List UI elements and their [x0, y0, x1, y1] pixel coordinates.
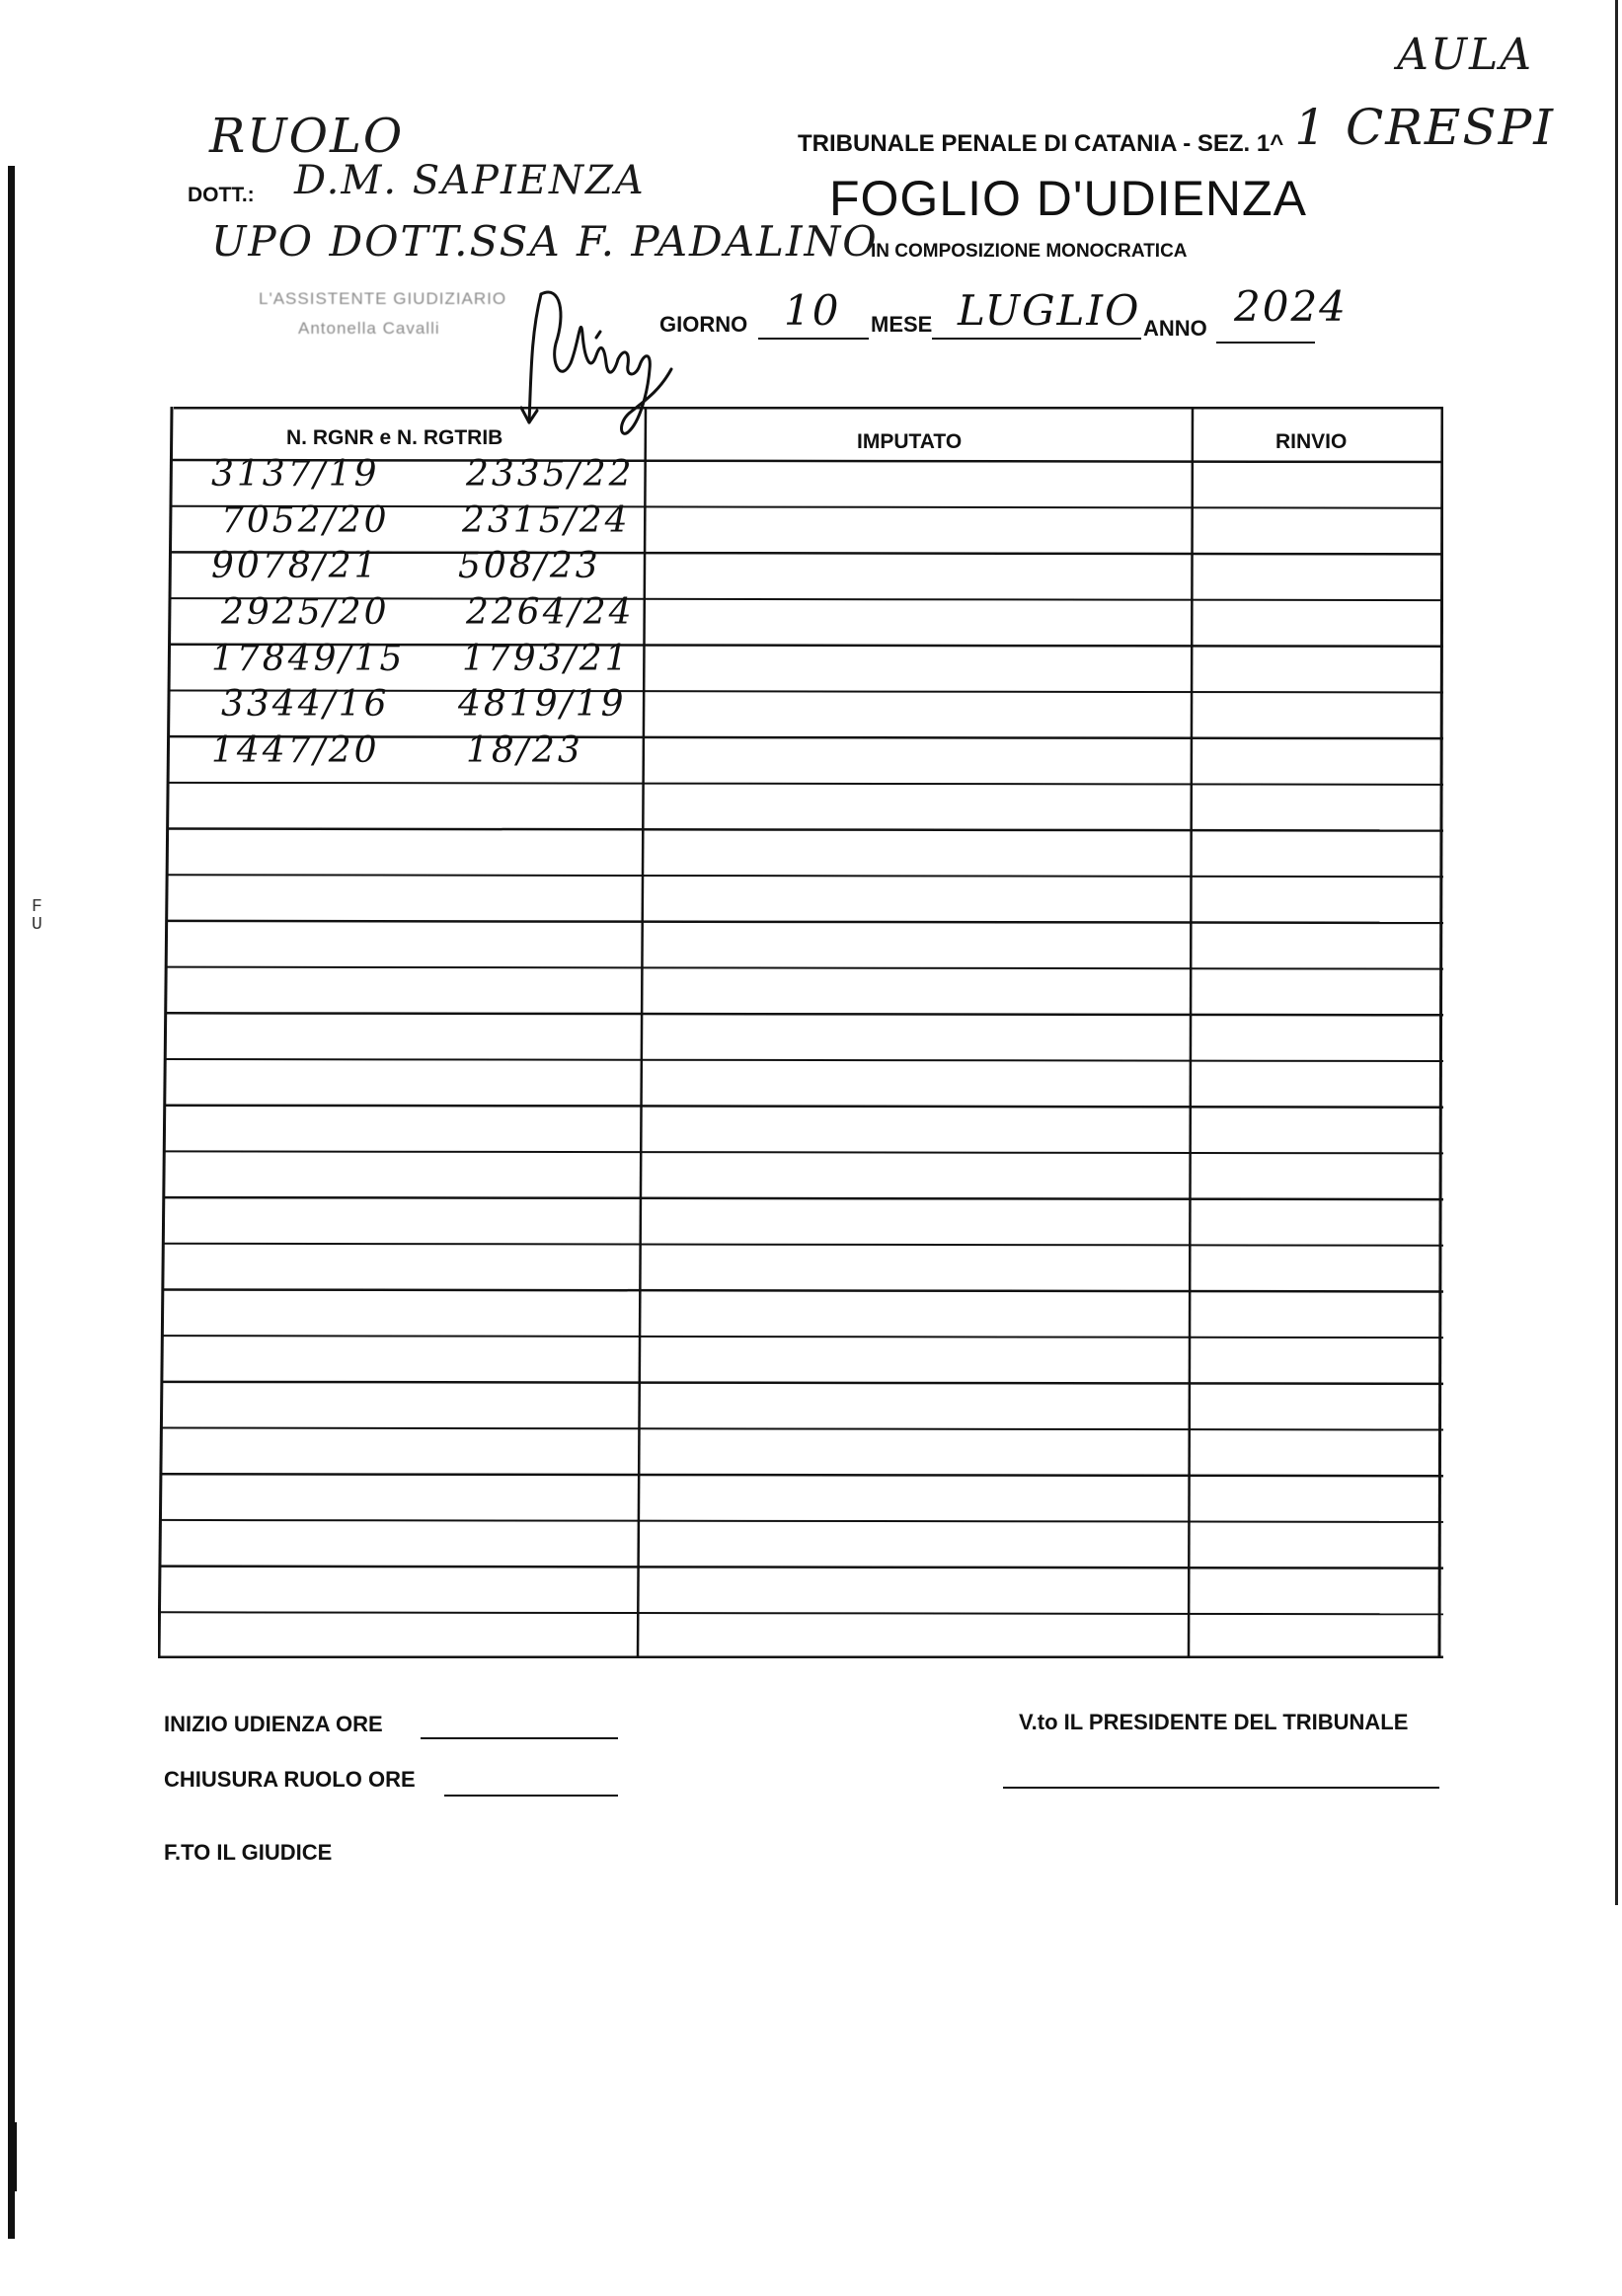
- stamp-line-2: Antonella Cavalli: [298, 319, 440, 338]
- date-row: [659, 282, 1370, 355]
- table-row-line: [160, 1567, 1443, 1569]
- table-row-line: [169, 783, 1444, 785]
- rgtrib-cell: 1793/21: [462, 638, 631, 679]
- chiusura-ruolo-line: [444, 1795, 618, 1797]
- inizio-udienza-label: INIZIO UDIENZA ORE: [164, 1712, 383, 1736]
- inizio-udienza-line: [421, 1737, 618, 1739]
- table-border-left: [159, 407, 172, 1658]
- giorno-line: [758, 338, 869, 340]
- page-subtitle: IN COMPOSIZIONE MONOCRATICA: [871, 241, 1188, 262]
- rgnr-cell: 3344/16: [221, 684, 390, 726]
- table-row-line: [162, 1382, 1443, 1384]
- table-row-line: [165, 1151, 1444, 1153]
- chiusura-ruolo-label: CHIUSURA RUOLO ORE: [164, 1767, 416, 1792]
- rgnr-cell: 2925/20: [221, 592, 390, 634]
- ruolo-note: RUOLO: [209, 109, 405, 164]
- table-row-line: [167, 967, 1444, 969]
- mese-line: [932, 338, 1141, 340]
- giorno-label: GIORNO: [659, 312, 748, 337]
- dott-name: D.M. SAPIENZA: [294, 158, 646, 203]
- presidente-label: V.to IL PRESIDENTE DEL TRIBUNALE: [1019, 1710, 1409, 1734]
- column-header-rinvio: RINVIO: [1275, 430, 1348, 453]
- column-header-rgnr: N. RGNR e N. RGTRIB: [286, 426, 503, 449]
- table-row-line: [164, 1197, 1443, 1199]
- table-row-line: [161, 1474, 1443, 1476]
- scan-edge-mark: [8, 166, 15, 2239]
- crespi-note: 1 CRESPI: [1294, 99, 1555, 156]
- rgtrib-cell: 2264/24: [466, 592, 635, 634]
- column-divider-2: [1189, 407, 1193, 1658]
- table-row-line: [168, 829, 1443, 831]
- scan-edge-mark: [1615, 0, 1618, 1905]
- mese-value: LUGLIO: [958, 286, 1141, 335]
- scan-side-mark: F U: [32, 897, 42, 935]
- rgnr-cell: 3137/19: [211, 454, 380, 495]
- table-row-line: [160, 1612, 1444, 1614]
- table-row-line: [163, 1289, 1443, 1291]
- rgtrib-cell: 18/23: [466, 730, 583, 772]
- table-row-line: [165, 1106, 1443, 1108]
- column-divider-1: [638, 407, 646, 1658]
- mese-label: MESE: [871, 312, 933, 337]
- column-header-imputato: IMPUTATO: [857, 430, 963, 453]
- presidente-signature-line: [1003, 1787, 1439, 1789]
- rgtrib-cell: 2335/22: [466, 454, 635, 495]
- table-row-line: [164, 1244, 1444, 1246]
- rgnr-cell: 7052/20: [221, 499, 390, 541]
- page-title: FOGLIO D'UDIENZA: [829, 171, 1307, 226]
- anno-value: 2024: [1234, 282, 1348, 331]
- table-row-line: [167, 921, 1443, 923]
- anno-label: ANNO: [1143, 316, 1207, 341]
- table-row-line: [166, 1059, 1444, 1061]
- table-border-right: [1439, 407, 1442, 1658]
- table-row-line: [161, 1520, 1444, 1522]
- scan-edge-mark: [8, 2122, 17, 2191]
- rgtrib-cell: 2315/24: [462, 499, 631, 541]
- stamp-line-1: L'ASSISTENTE GIUDIZIARIO: [259, 289, 507, 308]
- giorno-value: 10: [784, 286, 841, 335]
- rgnr-cell: 9078/21: [211, 546, 380, 587]
- rgnr-cell: 17849/15: [211, 638, 406, 679]
- upo-name: UPO DOTT.SSA F. PADALINO: [211, 217, 879, 266]
- table-row-line: [168, 875, 1444, 877]
- rgnr-cell: 1447/20: [211, 730, 380, 772]
- table-row-line: [163, 1336, 1444, 1338]
- rgtrib-cell: 508/23: [458, 546, 601, 587]
- tribunale-heading: TRIBUNALE PENALE DI CATANIA - SEZ. 1^: [798, 130, 1284, 157]
- anno-line: [1216, 342, 1315, 344]
- dott-label: DOTT.:: [188, 184, 255, 206]
- rgtrib-cell: 4819/19: [458, 684, 627, 726]
- giudice-label: F.TO IL GIUDICE: [164, 1840, 333, 1865]
- table-row-line: [162, 1428, 1444, 1430]
- aula-note: AULA: [1397, 30, 1533, 80]
- table-row-line: [166, 1013, 1443, 1015]
